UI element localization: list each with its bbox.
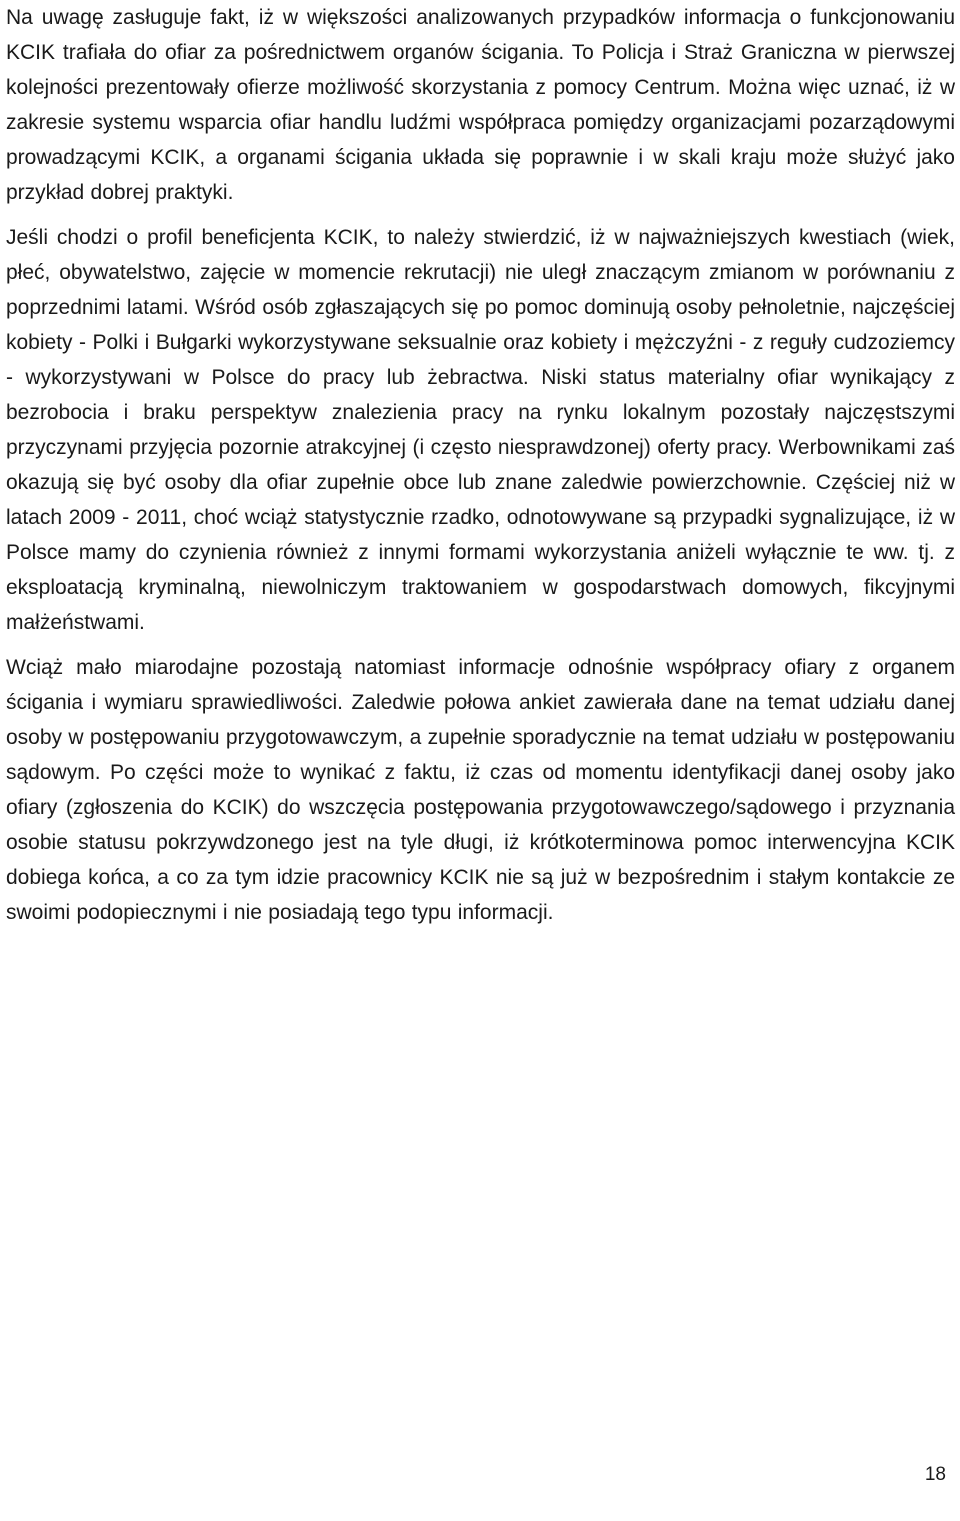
paragraph-beneficiary-profile: Jeśli chodzi o profil beneficjenta KCIK, to należy stwierdzić, iż w najważniejszych kwestiach (wiek, płeć, obywatelstwo, zajęcie w momencie rekrutacji) nie uległ znaczącym zmianom w porównaniu z poprzednimi latami. Wśród osób zgłaszających się po pomoc dominują osoby pełnoletnie, najczęściej kobiety - Polki i Bułgarki wykorzystywane seksualnie oraz kobiety i mężczyźni - z reguły cudzoziemcy - wykorzystywani w Polsce do pracy lub żebractwa. Niski status materialny ofiar wynikający z bezrobocia i braku perspektyw znalezienia pracy na rynku lokalnym pozostały najczęstszymi przyczynami przyjęcia pozornie atrakcyjnej (i często niesprawdzonej) oferty pracy. Werbownikami zaś okazują się być osoby dla ofiar zupełnie obce lub znane zaledwie powierzchownie. Częściej niż w latach 2009 - 2011, choć wciąż statystycznie rzadko, odnotowywane są przypadki sygnalizujące, iż w Polsce mamy do czynienia również z innymi formami wykorzystania aniżeli wyłącznie te ww. tj. z eksploatacją kryminalną, niewolniczym traktowaniem w gospodarstwach domowych, fikcyjnymi małżeństwami. bbox=[6, 226, 955, 634]
paragraph-referrals: Na uwagę zasługuje fakt, iż w większości analizowanych przypadków informacja o funkcjonowaniu KCIK trafiała do ofiar za pośrednictwem organów ścigania. To Policja i Straż Graniczna w pierwszej kolejności prezentowały ofierze możliwość skorzystania z pomocy Centrum. Można więc uznać, iż w zakresie systemu wsparcia ofiar handlu ludźmi współpraca pomiędzy organizacjami pozarządowymi prowadzącymi KCIK, a organami ścigania układa się poprawnie i w skali kraju może służyć jako przykład dobrej praktyki. bbox=[6, 6, 955, 204]
document-body bbox=[6, 0, 955, 930]
page-number: 18 bbox=[924, 1464, 946, 1485]
paragraph-law-enforcement-cooperation: Wciąż mało miarodajne pozostają natomiast informacje odnośnie współpracy ofiary z organem ścigania i wymiaru sprawiedliwości. Zaledwie połowa ankiet zawierała dane na temat udziału danej osoby w postępowaniu przygotowawczym, a zupełnie sporadycznie na temat udziału w postępowaniu sądowym. Po części może to wynikać z faktu, iż czas od momentu identyfikacji danej osoby jako ofiary (zgłoszenia do KCIK) do wszczęcia postępowania przygotowawczego/sądowego i przyznania osobie statusu pokrzywdzonego jest na tyle długi, iż krótkoterminowa pomoc interwencyjna KCIK dobiega końca, a co za tym idzie pracownicy KCIK nie są już w bezpośrednim i stałym kontakcie ze swoimi podopiecznymi i nie posiadają tego typu informacji. bbox=[6, 656, 955, 924]
